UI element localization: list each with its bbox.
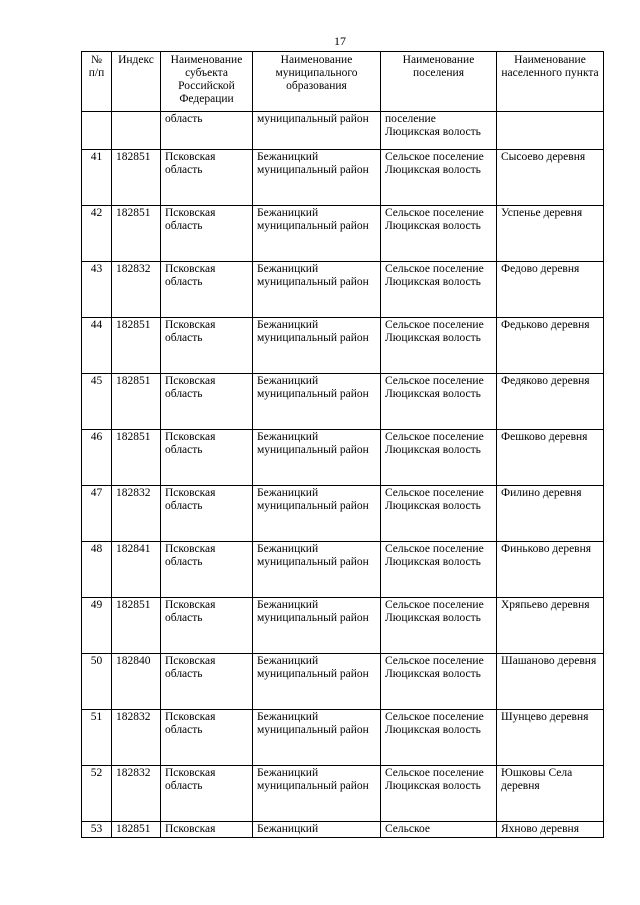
cell-num: 50 [82, 654, 112, 710]
cell-num: 53 [82, 822, 112, 838]
cell-settlement: Сельское поселение Люцикская волость [381, 654, 497, 710]
cell-num: 51 [82, 710, 112, 766]
cell-subject: Псковская область [161, 598, 253, 654]
cell-municipality: Бежаницкий муниципальный район [253, 374, 381, 430]
cell-municipality: Бежаницкий муниципальный район [253, 598, 381, 654]
cell-locality: Фешково деревня [497, 430, 604, 486]
table-row [82, 486, 604, 542]
cell-subject: Псковская область [161, 710, 253, 766]
cell-subject: Псковская область [161, 486, 253, 542]
cell-subject: Псковская область [161, 654, 253, 710]
cell-locality [497, 112, 604, 150]
cell-locality: Яхново деревня [497, 822, 604, 838]
cell-locality: Филино деревня [497, 486, 604, 542]
cell-municipality: муниципальный район [253, 112, 381, 150]
cell-settlement: Сельское поселение Люцикская волость [381, 486, 497, 542]
header-settlement: Наименование поселения [381, 52, 497, 112]
locality-table [81, 51, 604, 838]
cell-num: 52 [82, 766, 112, 822]
table-row [82, 374, 604, 430]
header-locality: Наименование населенного пункта [497, 52, 604, 112]
cell-locality: Федово деревня [497, 262, 604, 318]
cell-num: 42 [82, 206, 112, 262]
cell-settlement: Сельское поселение Люцикская волость [381, 766, 497, 822]
cell-settlement: Сельское поселение Люцикская волость [381, 206, 497, 262]
cell-locality: Успенье деревня [497, 206, 604, 262]
cell-index: 182832 [112, 710, 161, 766]
table-row [82, 262, 604, 318]
cell-municipality: Бежаницкий муниципальный район [253, 318, 381, 374]
cell-subject: Псковская область [161, 374, 253, 430]
cell-municipality: Бежаницкий муниципальный район [253, 430, 381, 486]
header-row [82, 52, 604, 112]
table-row [82, 206, 604, 262]
cell-locality: Федьково деревня [497, 318, 604, 374]
header-num: № п/п [82, 52, 112, 112]
cell-num: 43 [82, 262, 112, 318]
table-row [82, 318, 604, 374]
table-row [82, 766, 604, 822]
cell-num: 45 [82, 374, 112, 430]
cell-num [82, 112, 112, 150]
cell-settlement: Сельское [381, 822, 497, 838]
page-number: 17 [334, 34, 346, 48]
cell-index: 182841 [112, 542, 161, 598]
continuation-row [82, 112, 604, 150]
table-row [82, 430, 604, 486]
cell-settlement: Сельское поселение Люцикская волость [381, 542, 497, 598]
cell-municipality: Бежаницкий муниципальный район [253, 262, 381, 318]
cell-index: 182851 [112, 150, 161, 206]
cell-subject: Псковская область [161, 766, 253, 822]
cell-subject: Псковская область [161, 206, 253, 262]
cell-index: 182851 [112, 822, 161, 838]
table-row [82, 542, 604, 598]
header-municipality: Наименование муниципального образования [253, 52, 381, 112]
cell-municipality: Бежаницкий муниципальный район [253, 766, 381, 822]
cell-index [112, 112, 161, 150]
cell-num: 47 [82, 486, 112, 542]
cell-index: 182851 [112, 318, 161, 374]
cell-subject: Псковская область [161, 150, 253, 206]
cell-municipality: Бежаницкий муниципальный район [253, 710, 381, 766]
cell-settlement: Сельское поселение Люцикская волость [381, 430, 497, 486]
cell-subject: область [161, 112, 253, 150]
cell-num: 49 [82, 598, 112, 654]
cell-subject: Псковская область [161, 542, 253, 598]
cell-subject: Псковская область [161, 430, 253, 486]
cell-settlement: Сельское поселение Люцикская волость [381, 262, 497, 318]
table-row [82, 710, 604, 766]
header-subject: Наименование субъекта Российской Федерации [161, 52, 253, 112]
cell-index: 182851 [112, 374, 161, 430]
cell-num: 44 [82, 318, 112, 374]
cell-locality: Шунцево деревня [497, 710, 604, 766]
cell-index: 182851 [112, 430, 161, 486]
table-row [82, 654, 604, 710]
header-index: Индекс [112, 52, 161, 112]
cell-num: 46 [82, 430, 112, 486]
cell-municipality: Бежаницкий муниципальный район [253, 150, 381, 206]
cell-index: 182832 [112, 486, 161, 542]
cell-locality: Юшковы Села деревня [497, 766, 604, 822]
cell-index: 182851 [112, 598, 161, 654]
cell-settlement: Сельское поселение Люцикская волость [381, 374, 497, 430]
cell-locality: Шашаново деревня [497, 654, 604, 710]
cell-locality: Федяково деревня [497, 374, 604, 430]
cell-municipality: Бежаницкий [253, 822, 381, 838]
cell-settlement: поселение Люцикская волость [381, 112, 497, 150]
cell-subject: Псковская [161, 822, 253, 838]
cell-subject: Псковская область [161, 318, 253, 374]
cell-num: 41 [82, 150, 112, 206]
cell-municipality: Бежаницкий муниципальный район [253, 542, 381, 598]
cell-settlement: Сельское поселение Люцикская волость [381, 318, 497, 374]
cell-settlement: Сельское поселение Люцикская волость [381, 710, 497, 766]
cell-municipality: Бежаницкий муниципальный район [253, 206, 381, 262]
cell-index: 182851 [112, 206, 161, 262]
table-row [82, 598, 604, 654]
table-row [82, 150, 604, 206]
table-row-partial [82, 822, 604, 838]
cell-locality: Хряпьево деревня [497, 598, 604, 654]
cell-locality: Финьково деревня [497, 542, 604, 598]
cell-settlement: Сельское поселение Люцикская волость [381, 598, 497, 654]
cell-index: 182832 [112, 262, 161, 318]
cell-index: 182840 [112, 654, 161, 710]
cell-index: 182832 [112, 766, 161, 822]
cell-municipality: Бежаницкий муниципальный район [253, 654, 381, 710]
cell-subject: Псковская область [161, 262, 253, 318]
cell-municipality: Бежаницкий муниципальный район [253, 486, 381, 542]
cell-settlement: Сельское поселение Люцикская волость [381, 150, 497, 206]
cell-num: 48 [82, 542, 112, 598]
cell-locality: Сысоево деревня [497, 150, 604, 206]
